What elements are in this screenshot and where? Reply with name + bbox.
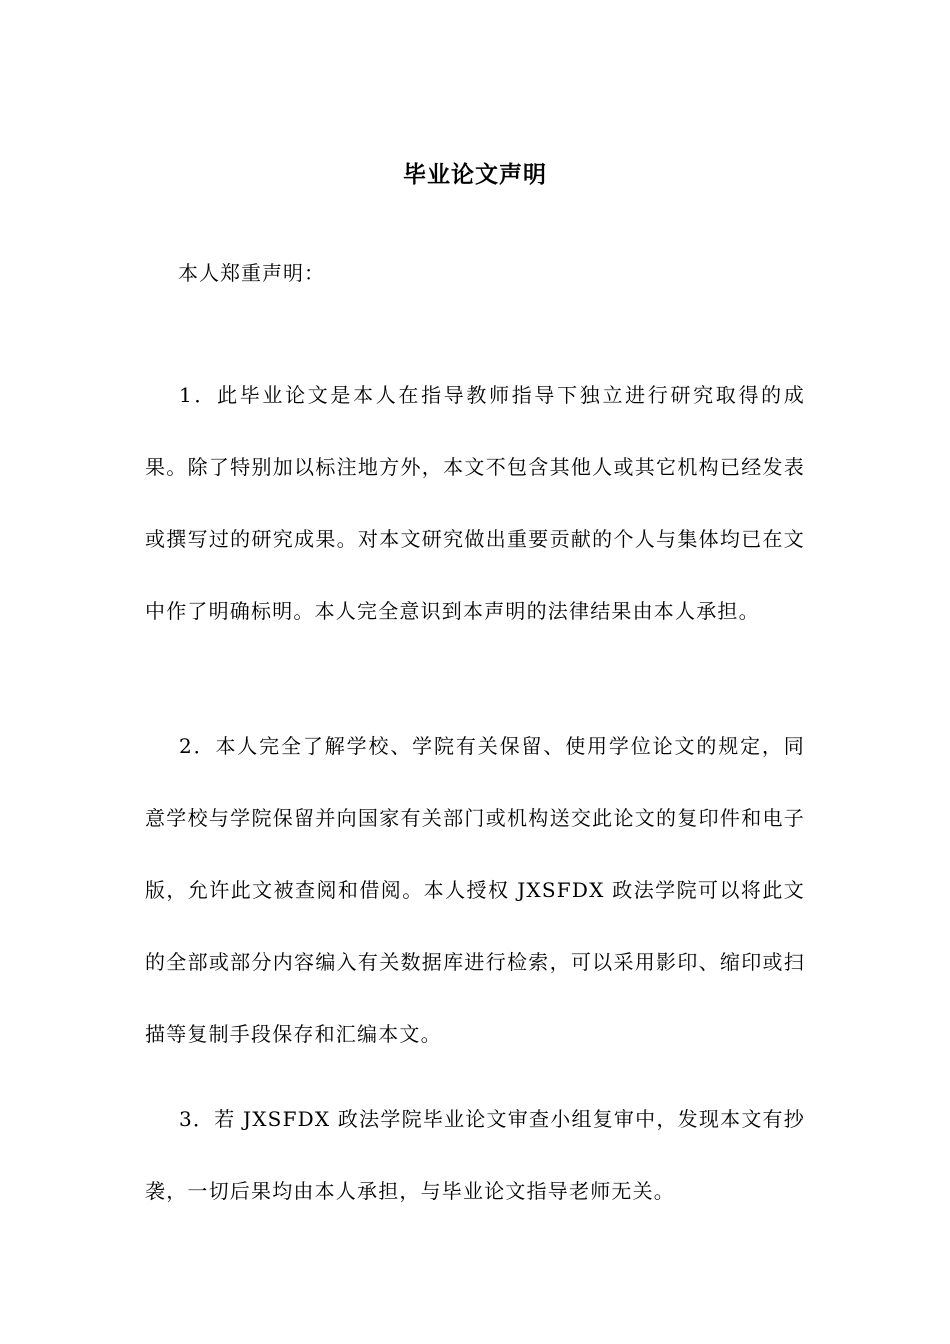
document-title: 毕业论文声明 bbox=[403, 162, 547, 188]
declaration-paragraph-3: 3．若 JXSFDX 政法学院毕业论文审查小组复审中，发现本文有抄袭，一切后果均由本人承担，与毕业论文指导老师无关。 bbox=[145, 1107, 805, 1203]
declaration-paragraph-1: 1．此毕业论文是本人在指导教师指导下独立进行研究取得的成果。除了特别加以标注地方外，本文不包含其他人或其它机构已经发表或撰写过的研究成果。对本文研究做出重要贡献的个人与集体均已在文中作了明确标明。本人完全意识到本声明的法律结果由本人承担。 bbox=[145, 383, 805, 623]
declaration-paragraph-2: 2．本人完全了解学校、学院有关保留、使用学位论文的规定，同意学校与学院保留并向国家有关部门或机构送交此论文的复印件和电子版，允许此文被查阅和借阅。本人授权 JXSFDX 政法学院可以将此文的全部或部分内容编入有关数据库进行检索，可以采用影印、缩印或扫描等复制手段保存和汇编本文。 bbox=[145, 734, 805, 1046]
declaration-intro: 本人郑重声明： bbox=[178, 261, 325, 285]
